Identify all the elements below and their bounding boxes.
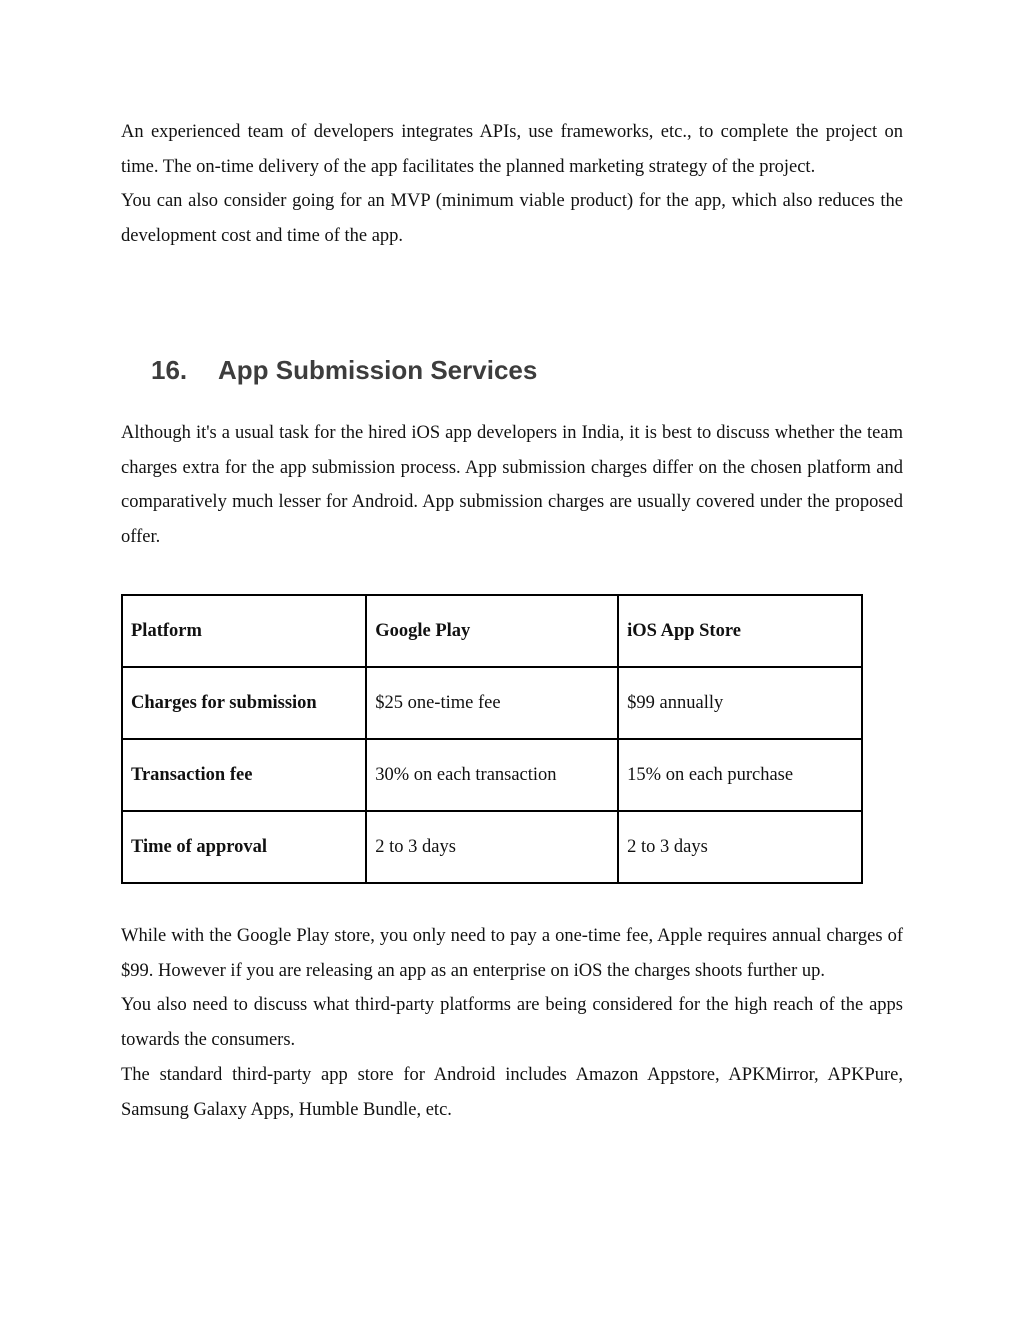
closing-paragraph-3: The standard third-party app store for Android includes Amazon Appstore, APKMirror, APKPure, Samsung Galaxy Apps, Humble Bundle, etc. [121, 1064, 903, 1120]
section-title: App Submission Services [218, 355, 538, 385]
table-header-cell: Google Play [366, 595, 618, 667]
table-cell: 2 to 3 days [618, 811, 862, 883]
section-paragraph: Although it's a usual task for the hired iOS app developers in India, it is best to discuss whether the team charges extra for the app submission process. App submission charges differ on the chosen platform and comparatively much lesser for Android. App submission charges are usually covered under the proposed offer. [121, 423, 903, 548]
table-cell: $99 annually [618, 667, 862, 739]
table-header-cell: iOS App Store [618, 595, 862, 667]
intro-paragraph-2: You can also consider going for an MVP (minimum viable product) for the app, which also reduces the development cost and time of the app. [121, 191, 903, 247]
table-cell: 2 to 3 days [366, 811, 618, 883]
table-row [122, 811, 862, 883]
table-header-row [122, 595, 862, 667]
submission-fees-table [121, 594, 863, 884]
table-row [122, 667, 862, 739]
table-row-label: Transaction fee [122, 739, 366, 811]
closing-section [121, 919, 903, 1127]
table-cell: 15% on each purchase [618, 739, 862, 811]
table-cell: 30% on each transaction [366, 739, 618, 811]
table-cell: $25 one-time fee [366, 667, 618, 739]
closing-paragraph-1: While with the Google Play store, you only need to pay a one-time fee, Apple requires annual charges of $99. However if you are releasing an app as an enterprise on iOS the charges shoots further up. [121, 926, 903, 981]
table-row-label: Charges for submission [122, 667, 366, 739]
intro-section [121, 115, 903, 254]
table-row-label: Time of approval [122, 811, 366, 883]
section-body [121, 416, 903, 555]
table-row [122, 739, 862, 811]
document-page [121, 115, 903, 1120]
closing-paragraph-2: You also need to discuss what third-party platforms are being considered for the high reach of the apps towards the consumers. [121, 995, 903, 1051]
section-heading [151, 355, 537, 386]
section-number: 16. [151, 355, 188, 385]
intro-paragraph-1: An experienced team of developers integrates APIs, use frameworks, etc., to complete the project on time. The on-time delivery of the app facilitates the planned marketing strategy of the project. [121, 122, 903, 177]
table-header-cell: Platform [122, 595, 366, 667]
